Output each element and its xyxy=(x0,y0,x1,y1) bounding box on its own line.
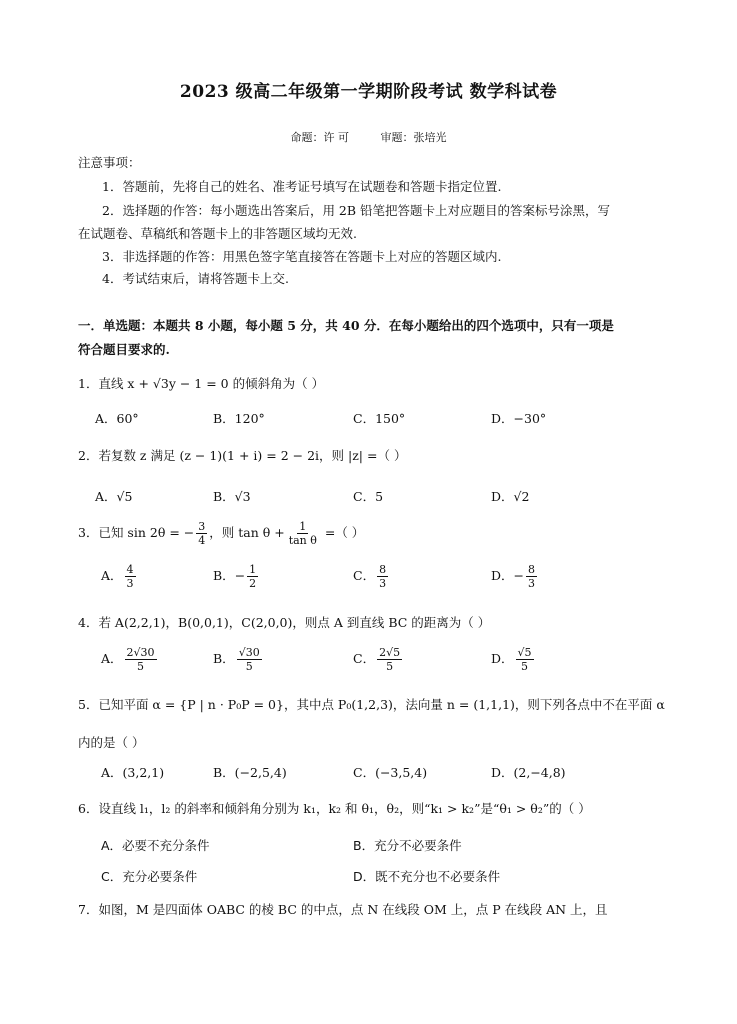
q3-option-b xyxy=(213,563,260,590)
q3-d-sign: − xyxy=(513,568,525,583)
q4-c-frac xyxy=(377,646,402,673)
q1-option-d: D．−30° xyxy=(491,411,547,426)
question-4-stem: 4．若 A(2,2,1)，B(0,0,1)，C(2,0,0)，则点 A 到直线 BC 的距离为（ ） xyxy=(78,615,491,630)
q1-option-c: C．150° xyxy=(353,411,406,426)
exam-credits xyxy=(0,129,737,145)
note-item-4: 4．考试结束后，请将答题卡上交. xyxy=(102,271,289,286)
q5-option-d: D．(2,−4,8) xyxy=(491,765,566,780)
q3-frac-1 xyxy=(196,520,207,547)
q3-stem-post: =（ ） xyxy=(320,525,365,540)
q3-stem-pre: 3．已知 sin 2θ = − xyxy=(78,525,195,540)
q2-option-c: C．5 xyxy=(353,489,384,504)
q3-d-den: 3 xyxy=(528,577,536,590)
note-item-2-cont: 在试题卷、草稿纸和答题卡上的非答题区域均无效. xyxy=(78,226,357,241)
notes-heading: 注意事项： xyxy=(78,155,141,170)
q3-c-label: C． xyxy=(353,568,376,583)
question-6-stem: 6．设直线 l₁，l₂ 的斜率和倾斜角分别为 k₁，k₂ 和 θ₁，θ₂，则“k₁ > k₂”是“θ₁ > θ₂”的（ ） xyxy=(78,801,591,816)
q3-a-frac xyxy=(125,563,136,590)
q6-option-c: C．充分必要条件 xyxy=(101,869,198,884)
q3-a-num: 4 xyxy=(126,563,134,576)
q3-option-d xyxy=(491,563,539,590)
q4-b-label: B． xyxy=(213,651,235,666)
q4-c-den: 5 xyxy=(386,660,394,673)
q3-b-frac xyxy=(247,563,258,590)
q2-option-d: D．√2 xyxy=(491,489,530,504)
q4-c-num: 2√5 xyxy=(379,646,401,659)
q3-option-a xyxy=(101,563,138,590)
q3-d-num: 8 xyxy=(528,563,536,576)
q6-option-b: B．充分不必要条件 xyxy=(353,838,462,853)
q2-option-b: B．√3 xyxy=(213,489,251,504)
q5-option-a: A．(3,2,1) xyxy=(101,765,165,780)
q4-option-b xyxy=(213,646,264,673)
q1-option-a: A．60° xyxy=(95,411,139,426)
q6-option-d: D．既不充分也不必要条件 xyxy=(353,869,501,884)
q3-b-den: 2 xyxy=(249,577,257,590)
question-2-stem: 2．若复数 z 满足 (z − 1)(1 + i) = 2 − 2i，则 |z| =（ ） xyxy=(78,448,407,463)
question-1-stem: 1．直线 x + √3y − 1 = 0 的倾斜角为（ ） xyxy=(78,376,325,391)
question-5-stem-cont: 内的是（ ） xyxy=(78,735,145,750)
q3-b-sign: − xyxy=(234,568,246,583)
note-item-1: 1．答题前，先将自己的姓名、准考证号填写在试题卷和答题卡指定位置. xyxy=(102,179,502,194)
q3-d-frac xyxy=(526,563,537,590)
note-item-2: 2．选择题的作答：每小题选出答案后，用 2B 铅笔把答题卡上对应题目的答案标号涂黑，写 xyxy=(102,203,611,218)
q4-option-d xyxy=(491,646,536,673)
q4-d-den: 5 xyxy=(521,660,529,673)
author-credit: 命题：许 可 xyxy=(290,131,349,144)
q3-b-label: B． xyxy=(213,568,235,583)
q3-c-num: 8 xyxy=(379,563,387,576)
q4-b-frac xyxy=(237,646,262,673)
section-heading-line1: 一．单选题：本题共 8 小题，每小题 5 分，共 40 分．在每小题给出的四个选项中，只有一项是 xyxy=(78,318,614,333)
q3-frac-2-num: 1 xyxy=(299,520,307,533)
q4-d-label: D． xyxy=(491,651,514,666)
q3-b-num: 1 xyxy=(249,563,257,576)
q4-a-label: A． xyxy=(101,651,123,666)
exam-title: 2023 级高二年级第一学期阶段考试 数学科试卷 xyxy=(179,82,558,102)
q3-frac-1-den: 4 xyxy=(198,534,206,547)
q2-option-a: A．√5 xyxy=(95,489,133,504)
q3-a-label: A． xyxy=(101,568,123,583)
q3-c-den: 3 xyxy=(379,577,387,590)
note-item-3: 3．非选择题的作答：用黑色签字笔直接答在答题卡上对应的答题区域内. xyxy=(102,249,502,264)
question-3-stem xyxy=(78,520,364,547)
q3-frac-2-den: tan θ xyxy=(288,534,317,547)
section-heading-line2: 符合题目要求的. xyxy=(78,342,170,357)
q4-option-c xyxy=(353,646,404,673)
q5-option-b: B．(−2,5,4) xyxy=(213,765,287,780)
q3-c-frac xyxy=(377,563,388,590)
q3-stem-mid: ，则 tan θ + xyxy=(209,525,285,540)
q4-d-num: √5 xyxy=(517,646,532,659)
q3-a-den: 3 xyxy=(126,577,134,590)
q3-option-c xyxy=(353,563,390,590)
q3-frac-1-num: 3 xyxy=(198,520,206,533)
q6-option-a: A．必要不充分条件 xyxy=(101,838,210,853)
q4-d-frac xyxy=(516,646,534,673)
q4-a-num: 2√30 xyxy=(126,646,155,659)
reviewer-credit: 审题：张培光 xyxy=(380,131,447,144)
question-7-stem: 7．如图，M 是四面体 OABC 的棱 BC 的中点，点 N 在线段 OM 上，点 P 在线段 AN 上，且 xyxy=(78,902,608,917)
q4-a-frac xyxy=(125,646,157,673)
q1-option-b: B．120° xyxy=(213,411,265,426)
q3-frac-2 xyxy=(287,520,319,547)
q4-option-a xyxy=(101,646,159,673)
q4-b-den: 5 xyxy=(245,660,253,673)
q3-d-label: D． xyxy=(491,568,514,583)
question-5-stem: 5．已知平面 α = {P | n · P₀P = 0}，其中点 P₀(1,2,3)，法向量 n = (1,1,1)，则下列各点中不在平面 α xyxy=(78,697,665,712)
q4-b-num: √30 xyxy=(238,646,260,659)
q5-option-c: C．(−3,5,4) xyxy=(353,765,428,780)
q4-a-den: 5 xyxy=(137,660,145,673)
q4-c-label: C． xyxy=(353,651,376,666)
